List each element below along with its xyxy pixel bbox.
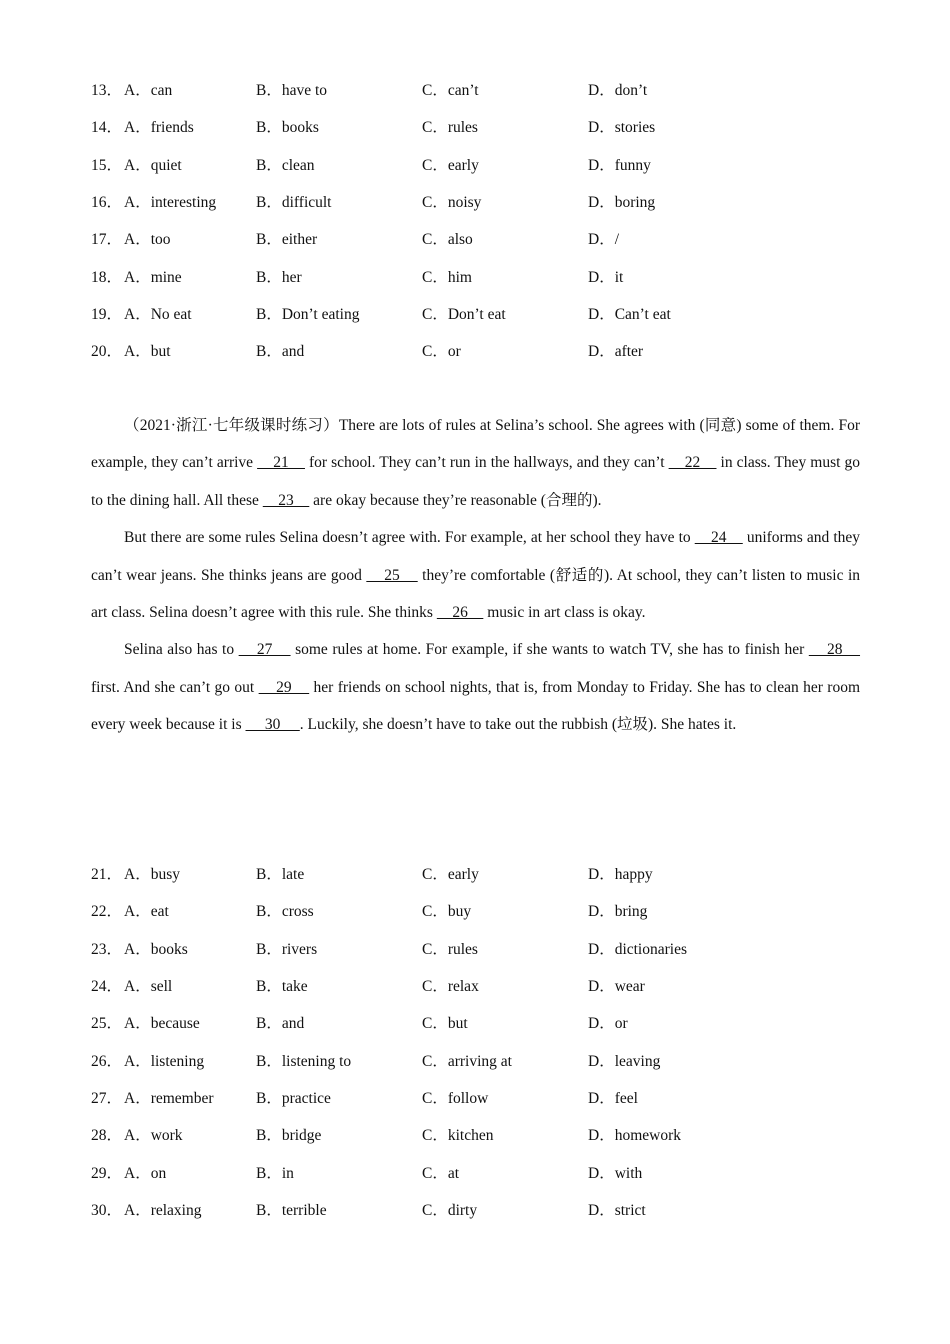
- option-b: B．her: [256, 269, 302, 286]
- question-row: [91, 1050, 871, 1074]
- question-row: [91, 116, 871, 140]
- option-b: B．cross: [256, 903, 314, 920]
- option-a: A．but: [124, 343, 171, 360]
- question-number: 15．: [91, 157, 123, 174]
- option-a: A．relaxing: [124, 1202, 202, 1219]
- option-a: A．interesting: [124, 194, 217, 211]
- question-number: 27．: [91, 1090, 123, 1107]
- option-c: C．relax: [422, 978, 479, 995]
- option-d: D．/: [588, 231, 620, 248]
- question-number: 30．: [91, 1202, 123, 1219]
- option-a: A．can: [124, 82, 173, 99]
- question-number: 29．: [91, 1165, 123, 1182]
- question-row: [91, 191, 871, 215]
- option-d: D．happy: [588, 866, 653, 883]
- option-b: B．bridge: [256, 1127, 322, 1144]
- passage-paragraph-3: [91, 631, 860, 743]
- option-d: D．strict: [588, 1202, 646, 1219]
- blank-30: 30: [245, 716, 300, 734]
- option-c: C．or: [422, 343, 461, 360]
- option-b: B．and: [256, 343, 305, 360]
- option-c: C．rules: [422, 119, 478, 136]
- question-row: [91, 938, 871, 962]
- blank-26: 26: [436, 604, 484, 622]
- option-d: D．it: [588, 269, 624, 286]
- option-d: D．feel: [588, 1090, 638, 1107]
- option-a: A．listening: [124, 1053, 205, 1070]
- question-number: 24．: [91, 978, 123, 995]
- option-c: C．early: [422, 157, 479, 174]
- option-c: C．rules: [422, 941, 478, 958]
- option-b: B．practice: [256, 1090, 331, 1107]
- question-number: 28．: [91, 1127, 123, 1144]
- passage-text: But there are some rules Selina doesn’t agree with. For example, at her school they have to: [124, 529, 695, 547]
- passage-text: some rules at home. For example, if she wants to watch TV, she has to finish her: [290, 641, 809, 659]
- blank-28: 28: [808, 641, 861, 659]
- option-d: D．leaving: [588, 1053, 661, 1070]
- passage-text: her friends on school nights, that is, from Monday to Friday. She has to clean her room every week because it is: [91, 678, 860, 734]
- option-b: B．have to: [256, 82, 328, 99]
- blank-27: 27: [238, 641, 291, 659]
- option-d: D．boring: [588, 194, 656, 211]
- option-c: C．noisy: [422, 194, 482, 211]
- option-d: D．bring: [588, 903, 648, 920]
- option-a: A．books: [124, 941, 188, 958]
- option-a: A．sell: [124, 978, 173, 995]
- option-a: A．No eat: [124, 306, 192, 323]
- passage-paragraph-2: [91, 519, 860, 631]
- question-row: [91, 1124, 871, 1148]
- question-row: [91, 1199, 871, 1223]
- option-d: D．funny: [588, 157, 651, 174]
- option-b: B．difficult: [256, 194, 332, 211]
- question-row: [91, 340, 871, 364]
- question-row: [91, 1087, 871, 1111]
- option-c: C．but: [422, 1015, 468, 1032]
- blank-21: 21: [257, 454, 305, 472]
- option-a: A．too: [124, 231, 171, 248]
- passage-text: they’re comfortable (舒适的). At school, they can’t listen to music in art class. Selina doesn’t agree with this rule. She thinks: [91, 566, 861, 622]
- passage-text: in class. They must go to the dining hall. All these: [91, 454, 860, 509]
- option-d: D．with: [588, 1165, 643, 1182]
- option-b: B．rivers: [256, 941, 318, 958]
- option-a: A．work: [124, 1127, 183, 1144]
- question-row: [91, 79, 871, 103]
- option-a: A．on: [124, 1165, 167, 1182]
- passage-text: for school. They can’t run in the hallways, and they can’t: [304, 454, 669, 472]
- question-number: 26．: [91, 1053, 123, 1070]
- option-b: B．and: [256, 1015, 305, 1032]
- passage-text: music in art class is okay.: [483, 604, 646, 622]
- question-row: [91, 303, 871, 327]
- option-c: C．follow: [422, 1090, 489, 1107]
- option-c: C．also: [422, 231, 473, 248]
- question-row: [91, 900, 871, 924]
- question-number: 17．: [91, 231, 123, 248]
- question-number: 19．: [91, 306, 123, 323]
- option-c: C．buy: [422, 903, 472, 920]
- passage-paragraph-1: [91, 407, 860, 519]
- option-d: D．Can’t eat: [588, 306, 671, 323]
- question-number: 20．: [91, 343, 123, 360]
- option-d: D．or: [588, 1015, 628, 1032]
- option-b: B．books: [256, 119, 319, 136]
- option-b: B．late: [256, 866, 305, 883]
- question-number: 13．: [91, 82, 123, 99]
- blank-29: 29: [258, 678, 310, 696]
- option-a: A．eat: [124, 903, 169, 920]
- option-a: A．because: [124, 1015, 200, 1032]
- option-c: C．can’t: [422, 82, 479, 99]
- option-c: C．dirty: [422, 1202, 478, 1219]
- option-b: B．clean: [256, 157, 315, 174]
- passage-text: Selina also has to: [124, 641, 239, 659]
- option-a: A．friends: [124, 119, 194, 136]
- reading-passage: [91, 407, 860, 744]
- option-d: D．wear: [588, 978, 645, 995]
- option-a: A．remember: [124, 1090, 214, 1107]
- question-number: 16．: [91, 194, 123, 211]
- question-row: [91, 1162, 871, 1186]
- option-a: A．quiet: [124, 157, 182, 174]
- blank-25: 25: [366, 566, 418, 584]
- blank-23: 23: [262, 491, 310, 509]
- option-b: B．terrible: [256, 1202, 327, 1219]
- option-d: D．after: [588, 343, 644, 360]
- option-b: B．in: [256, 1165, 294, 1182]
- option-c: C．Don’t eat: [422, 306, 506, 323]
- question-number: 21．: [91, 866, 123, 883]
- passage-text: are okay because they’re reasonable (合理的).: [309, 491, 602, 509]
- question-row: [91, 228, 871, 252]
- option-c: C．kitchen: [422, 1127, 494, 1144]
- option-b: B．either: [256, 231, 318, 248]
- passage-text: . Luckily, she doesn’t have to take out the rubbish (垃圾). She hates it.: [299, 716, 737, 734]
- question-number: 14．: [91, 119, 123, 136]
- option-d: D．homework: [588, 1127, 681, 1144]
- option-b: B．listening to: [256, 1053, 352, 1070]
- passage-text: first. And she can’t go out: [91, 678, 259, 696]
- blank-22: 22: [668, 454, 717, 472]
- question-row: [91, 154, 871, 178]
- question-row: [91, 863, 871, 887]
- option-c: C．early: [422, 866, 479, 883]
- option-c: C．arriving at: [422, 1053, 512, 1070]
- option-c: C．at: [422, 1165, 460, 1182]
- question-number: 22．: [91, 903, 123, 920]
- question-number: 23．: [91, 941, 123, 958]
- option-d: D．dictionaries: [588, 941, 688, 958]
- question-row: [91, 975, 871, 999]
- option-b: B．take: [256, 978, 308, 995]
- option-a: A．busy: [124, 866, 180, 883]
- option-d: D．don’t: [588, 82, 648, 99]
- blank-24: 24: [694, 529, 743, 547]
- passage-text: uniforms and they can’t wear jeans. She thinks jeans are good: [91, 529, 861, 584]
- option-b: B．Don’t eating: [256, 306, 360, 323]
- option-d: D．stories: [588, 119, 656, 136]
- option-c: C．him: [422, 269, 472, 286]
- question-row: [91, 266, 871, 290]
- source-note: （2021·浙江·七年级课时练习）: [124, 417, 339, 434]
- question-number: 25．: [91, 1015, 123, 1032]
- question-number: 18．: [91, 269, 123, 286]
- passage-text: There are lots of rules at Selina’s school. She agrees with (同意) some of them. For example, they can’t arrive: [91, 417, 860, 472]
- option-a: A．mine: [124, 269, 182, 286]
- question-row: [91, 1012, 871, 1036]
